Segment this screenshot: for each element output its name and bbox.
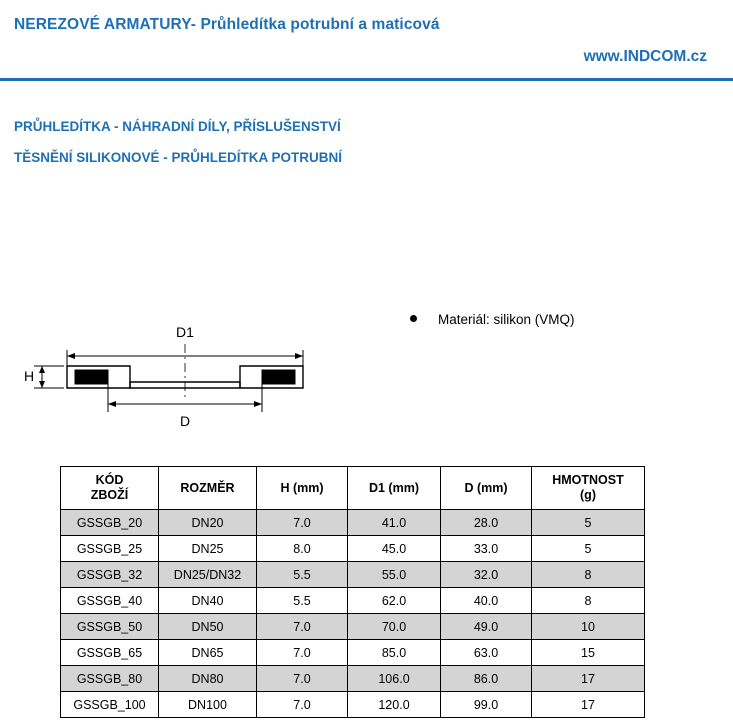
table-header-row (61, 467, 645, 510)
cell-kod: GSSGB_25 (61, 536, 159, 562)
column-header-hmotnost-line2: (g) (580, 488, 596, 502)
cell-rozmer: DN65 (159, 640, 257, 666)
cell-d1: 41.0 (348, 510, 441, 536)
column-header-d: D (mm) (441, 467, 532, 510)
column-header-rozmer: ROZMĚR (159, 467, 257, 510)
table-row[interactable] (61, 640, 645, 666)
table-row[interactable] (61, 692, 645, 718)
column-header-kod-zbozi (61, 467, 159, 510)
subtitle-primary: PRŮHLEDÍTKA - NÁHRADNÍ DÍLY, PŘÍSLUŠENSTVÍ (14, 119, 341, 134)
column-header-h: H (mm) (257, 467, 348, 510)
cell-rozmer: DN50 (159, 614, 257, 640)
subtitle-secondary: TĚSNĚNÍ SILIKONOVÉ - PRŮHLEDÍTKA POTRUBNÍ (14, 150, 343, 165)
cell-hmotnost: 15 (532, 640, 645, 666)
table-row[interactable] (61, 666, 645, 692)
cell-kod: GSSGB_100 (61, 692, 159, 718)
cell-d: 33.0 (441, 536, 532, 562)
cell-d: 49.0 (441, 614, 532, 640)
cell-rozmer: DN100 (159, 692, 257, 718)
page-title: NEREZOVÉ ARMATURY- Průhledítka potrubní a maticová (14, 16, 440, 33)
cell-d1: 70.0 (348, 614, 441, 640)
cell-rozmer: DN25 (159, 536, 257, 562)
cell-d: 63.0 (441, 640, 532, 666)
cell-d1: 62.0 (348, 588, 441, 614)
dimension-label-d1: D1 (176, 324, 194, 340)
cell-d: 99.0 (441, 692, 532, 718)
column-header-hmotnost-line1: HMOTNOST (552, 473, 624, 487)
cell-kod: GSSGB_65 (61, 640, 159, 666)
cell-hmotnost: 8 (532, 562, 645, 588)
cell-rozmer: DN20 (159, 510, 257, 536)
cell-d: 28.0 (441, 510, 532, 536)
table-row[interactable] (61, 614, 645, 640)
cell-d1: 120.0 (348, 692, 441, 718)
specification-table (60, 466, 645, 718)
dimension-label-h: H (23, 368, 35, 384)
cell-h: 7.0 (257, 510, 348, 536)
cell-rozmer: DN25/DN32 (159, 562, 257, 588)
cell-h: 7.0 (257, 692, 348, 718)
table-row[interactable] (61, 510, 645, 536)
cell-h: 8.0 (257, 536, 348, 562)
cell-d1: 85.0 (348, 640, 441, 666)
gasket-cross-section-diagram (20, 300, 350, 440)
cell-hmotnost: 10 (532, 614, 645, 640)
table-row[interactable] (61, 536, 645, 562)
dimension-label-d: D (179, 413, 191, 429)
column-header-hmotnost (532, 467, 645, 510)
cell-d: 32.0 (441, 562, 532, 588)
cell-d1: 55.0 (348, 562, 441, 588)
cell-d: 40.0 (441, 588, 532, 614)
cell-h: 5.5 (257, 562, 348, 588)
cell-hmotnost: 17 (532, 666, 645, 692)
cell-rozmer: DN80 (159, 666, 257, 692)
column-header-kod-line2: ZBOŽÍ (90, 488, 129, 502)
material-note (410, 312, 575, 327)
table-header (61, 467, 645, 510)
technical-drawing (20, 300, 350, 440)
table-body (61, 510, 645, 718)
cell-hmotnost: 8 (532, 588, 645, 614)
cell-kod: GSSGB_20 (61, 510, 159, 536)
cell-kod: GSSGB_40 (61, 588, 159, 614)
cell-hmotnost: 5 (532, 510, 645, 536)
cell-d1: 45.0 (348, 536, 441, 562)
cell-kod: GSSGB_50 (61, 614, 159, 640)
website-link[interactable]: www.INDCOM.cz (583, 48, 707, 65)
cell-rozmer: DN40 (159, 588, 257, 614)
table-row[interactable] (61, 562, 645, 588)
bullet-icon (410, 315, 417, 322)
table-row[interactable] (61, 588, 645, 614)
column-header-kod-line1: KÓD (95, 473, 124, 487)
cell-kod: GSSGB_32 (61, 562, 159, 588)
cell-h: 7.0 (257, 640, 348, 666)
column-header-d1: D1 (mm) (348, 467, 441, 510)
cell-hmotnost: 5 (532, 536, 645, 562)
material-note-text: Materiál: silikon (VMQ) (438, 312, 575, 327)
cell-kod: GSSGB_80 (61, 666, 159, 692)
cell-d1: 106.0 (348, 666, 441, 692)
cell-hmotnost: 17 (532, 692, 645, 718)
cell-h: 7.0 (257, 666, 348, 692)
cell-h: 7.0 (257, 614, 348, 640)
cell-h: 5.5 (257, 588, 348, 614)
header-divider (0, 78, 733, 81)
cell-d: 86.0 (441, 666, 532, 692)
